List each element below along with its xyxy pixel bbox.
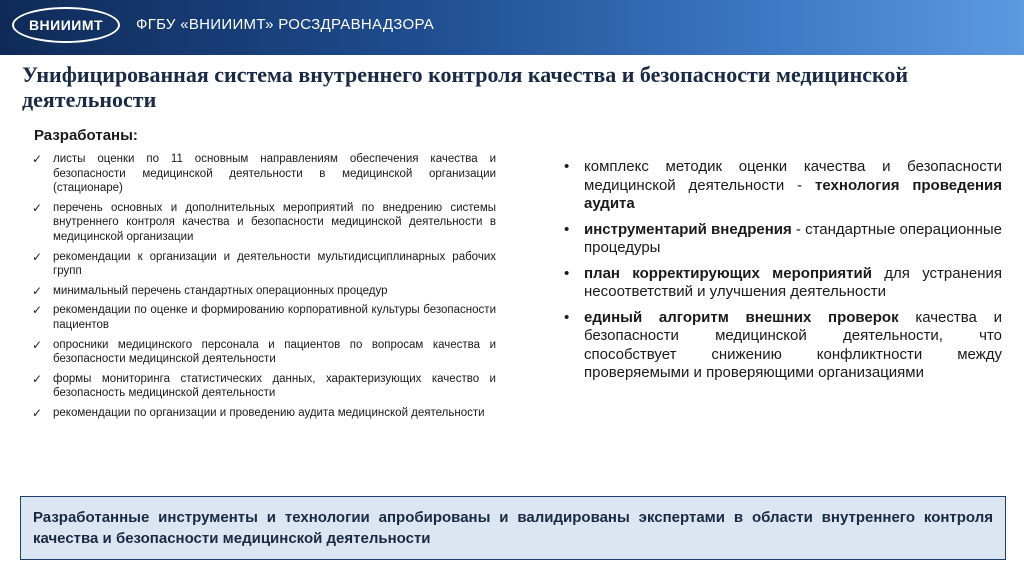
checkmark-icon: ✓ [32, 337, 43, 352]
list-item: ✓ перечень основных и дополнительных мероприятий по внедрению системы внутреннего контроля качества и безопасности медицинской деятельности в медицинской организации [32, 200, 496, 243]
checkmark-icon: ✓ [32, 152, 43, 166]
org-name: ФГБУ «ВНИИИМТ» РОСЗДРАВНАДЗОРА [136, 16, 435, 33]
list-item: ✓ рекомендации по организации и проведению аудита медицинской деятельности [32, 405, 485, 420]
bullet-icon: • [564, 220, 570, 238]
list-item: • комплекс методик оценки качества и безопасности медицинской деятельности - технология проведения аудита [564, 158, 1002, 212]
developed-items-list [32, 152, 496, 426]
checkmark-icon: ✓ [32, 371, 43, 386]
list-item: ✓ рекомендации по оценке и формированию корпоративной культуры безопасности пациентов [32, 303, 496, 331]
list-item: ✓ минимальный перечень стандартных операционных процедур [32, 283, 388, 298]
checkmark-icon: ✓ [32, 283, 43, 298]
checkmark-icon: ✓ [32, 200, 43, 215]
list-item: • план корректирующих мероприятий для устранения несоответствий и улучшения деятельности [564, 264, 1002, 300]
checkmark-icon: ✓ [32, 249, 43, 264]
checkmark-icon: ✓ [32, 303, 43, 318]
list-item: ✓ формы мониторинга статистических данных, характеризующих качество и безопасность медицинской деятельности [32, 371, 496, 400]
checkmark-icon: ✓ [32, 405, 43, 420]
header-bar [0, 0, 1024, 55]
list-item: ✓ рекомендации к организации и деятельности мультидисциплинарных рабочих групп [32, 249, 496, 278]
bullet-icon: • [564, 158, 570, 175]
subheading: Разработаны: [34, 127, 138, 144]
list-item: ✓ листы оценки по 11 основным направлениям обеспечения качества и безопасности медицинской деятельности в медицинской организации (стационаре) [32, 152, 496, 195]
list-item: ✓ опросники медицинского персонала и пациентов по вопросам качества и безопасности медицинской деятельности [32, 337, 496, 366]
list-item: • инструментарий внедрения - стандартные операционные процедуры [564, 220, 1002, 256]
slide-title: Унифицированная система внутреннего контроля качества и безопасности медицинской деятельности [22, 62, 909, 112]
results-list [564, 158, 1002, 390]
list-item: • единый алгоритм внешних проверок качества и безопасности медицинской деятельности, что способствует снижению конфликтности между проверяемыми и проверяющими организациями [564, 308, 1002, 381]
logo-text: ВНИИИМТ [28, 17, 104, 33]
logo [12, 7, 120, 43]
conclusion-box: Разработанные инструменты и технологии апробированы и валидированы экспертами в области внутреннего контроля качества и безопасности медицинской деятельности [20, 496, 1006, 560]
bullet-icon: • [564, 308, 570, 326]
bullet-icon: • [564, 264, 570, 282]
